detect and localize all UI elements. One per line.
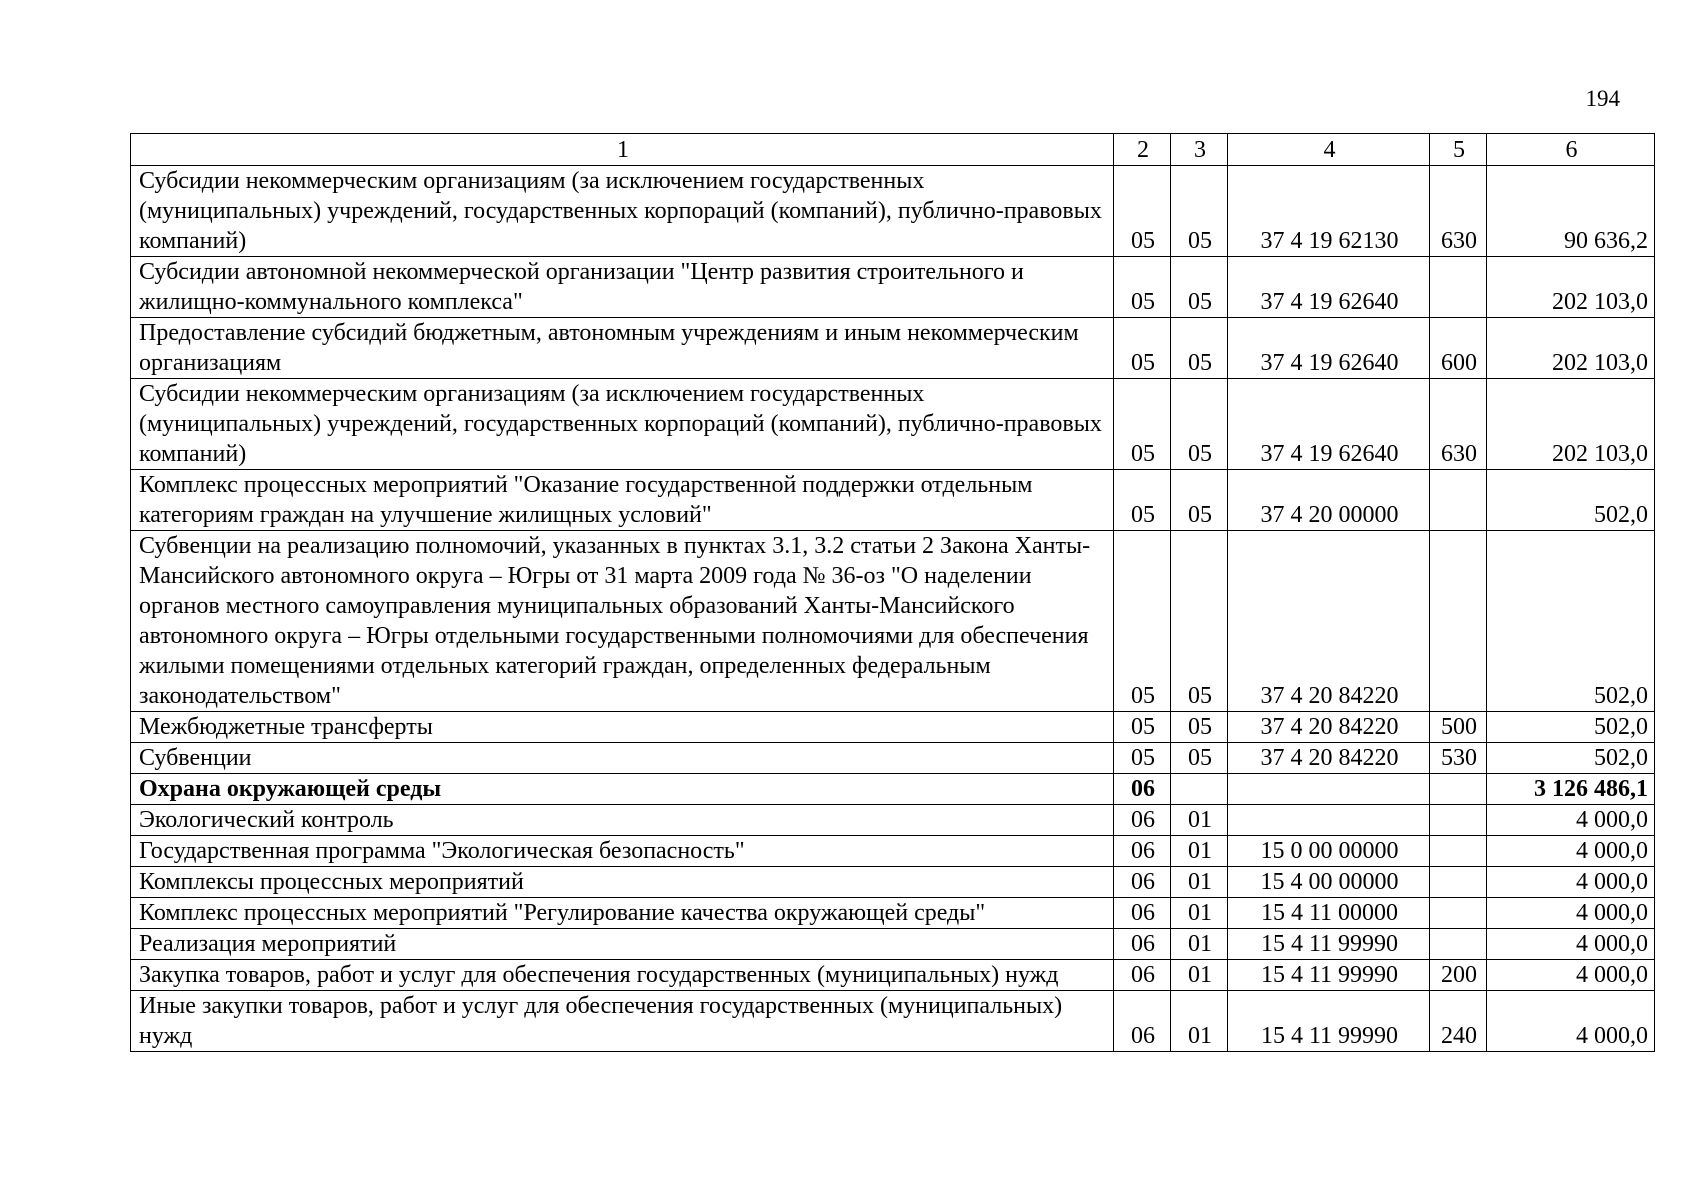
row-amount: 502,0: [1487, 531, 1655, 712]
row-name: Субсидии некоммерческим организациям (за исключением государственных (муниципальных) учреждений, государственных корпораций (компаний), публично-правовых компаний): [131, 379, 1114, 470]
row-section-code: 06: [1114, 898, 1171, 929]
row-name: Реализация мероприятий: [131, 929, 1114, 960]
row-section-code: 05: [1114, 318, 1171, 379]
row-subsection-code: 01: [1171, 929, 1228, 960]
row-section-code: 06: [1114, 774, 1171, 805]
table-row: [131, 712, 1655, 743]
row-expense-type: 530: [1430, 743, 1487, 774]
row-expense-type: [1430, 470, 1487, 531]
row-target-article: 37 4 20 84220: [1228, 712, 1430, 743]
row-section-code: 06: [1114, 929, 1171, 960]
row-amount: 4 000,0: [1487, 836, 1655, 867]
row-target-article: 15 0 00 00000: [1228, 836, 1430, 867]
row-target-article: 15 4 11 99990: [1228, 960, 1430, 991]
row-name: Иные закупки товаров, работ и услуг для обеспечения государственных (муниципальных) нужд: [131, 991, 1114, 1052]
row-subsection-code: 01: [1171, 836, 1228, 867]
row-name: Охрана окружающей среды: [131, 774, 1114, 805]
header-row: [131, 134, 1655, 166]
row-name: Субсидии автономной некоммерческой организации "Центр развития строительного и жилищно-коммунального комплекса": [131, 257, 1114, 318]
row-amount: 4 000,0: [1487, 898, 1655, 929]
row-section-code: 05: [1114, 531, 1171, 712]
row-amount: 90 636,2: [1487, 166, 1655, 257]
row-section-code: 05: [1114, 166, 1171, 257]
row-amount: 202 103,0: [1487, 318, 1655, 379]
table-row: [131, 774, 1655, 805]
row-section-code: 06: [1114, 960, 1171, 991]
row-subsection-code: 05: [1171, 166, 1228, 257]
table-row: [131, 991, 1655, 1052]
row-section-code: 06: [1114, 867, 1171, 898]
table-row: [131, 898, 1655, 929]
row-name: Субсидии некоммерческим организациям (за исключением государственных (муниципальных) учреждений, государственных корпораций (компаний), публично-правовых компаний): [131, 166, 1114, 257]
row-name: Комплекс процессных мероприятий "Оказание государственной поддержки отдельным категориям граждан на улучшение жилищных условий": [131, 470, 1114, 531]
row-subsection-code: 05: [1171, 379, 1228, 470]
row-expense-type: [1430, 867, 1487, 898]
row-name: Закупка товаров, работ и услуг для обеспечения государственных (муниципальных) нужд: [131, 960, 1114, 991]
row-section-code: 06: [1114, 991, 1171, 1052]
row-expense-type: 200: [1430, 960, 1487, 991]
table-row: [131, 743, 1655, 774]
row-name: Комплексы процессных мероприятий: [131, 867, 1114, 898]
table-row: [131, 166, 1655, 257]
row-target-article: 37 4 19 62130: [1228, 166, 1430, 257]
row-name: Комплекс процессных мероприятий "Регулирование качества окружающей среды": [131, 898, 1114, 929]
row-amount: 202 103,0: [1487, 379, 1655, 470]
table-row: [131, 257, 1655, 318]
row-amount: 502,0: [1487, 743, 1655, 774]
row-amount: 4 000,0: [1487, 991, 1655, 1052]
row-section-code: 05: [1114, 712, 1171, 743]
row-expense-type: [1430, 257, 1487, 318]
row-expense-type: [1430, 531, 1487, 712]
row-amount: 202 103,0: [1487, 257, 1655, 318]
budget-table: [130, 133, 1655, 1052]
header-cell-6: 6: [1487, 134, 1655, 166]
row-section-code: 05: [1114, 470, 1171, 531]
table-row: [131, 318, 1655, 379]
row-subsection-code: 01: [1171, 960, 1228, 991]
row-expense-type: 630: [1430, 379, 1487, 470]
row-subsection-code: 05: [1171, 531, 1228, 712]
table-row: [131, 929, 1655, 960]
row-expense-type: 630: [1430, 166, 1487, 257]
row-name: Субвенции: [131, 743, 1114, 774]
row-expense-type: [1430, 774, 1487, 805]
header-cell-5: 5: [1430, 134, 1487, 166]
header-cell-2: 2: [1114, 134, 1171, 166]
row-target-article: 37 4 20 84220: [1228, 531, 1430, 712]
header-cell-4: 4: [1228, 134, 1430, 166]
row-section-code: 05: [1114, 379, 1171, 470]
row-subsection-code: 05: [1171, 743, 1228, 774]
row-target-article: 15 4 11 99990: [1228, 929, 1430, 960]
table-body: [131, 166, 1655, 1052]
row-subsection-code: 01: [1171, 898, 1228, 929]
row-amount: 4 000,0: [1487, 929, 1655, 960]
table-row: [131, 960, 1655, 991]
row-amount: 4 000,0: [1487, 867, 1655, 898]
row-expense-type: 600: [1430, 318, 1487, 379]
row-subsection-code: 01: [1171, 867, 1228, 898]
row-amount: 502,0: [1487, 470, 1655, 531]
row-target-article: 15 4 11 99990: [1228, 991, 1430, 1052]
row-target-article: [1228, 805, 1430, 836]
row-subsection-code: [1171, 774, 1228, 805]
row-amount: 4 000,0: [1487, 960, 1655, 991]
row-subsection-code: 05: [1171, 318, 1228, 379]
row-amount: 3 126 486,1: [1487, 774, 1655, 805]
table-row: [131, 805, 1655, 836]
row-name: Экологический контроль: [131, 805, 1114, 836]
table-row: [131, 867, 1655, 898]
row-name: Субвенции на реализацию полномочий, указанных в пунктах 3.1, 3.2 статьи 2 Закона Ханты-Мансийского автономного округа – Югры от 31 марта 2009 года № 36-оз "О наделении органов местного самоуправления муниципальных образований Ханты-Мансийского автономного округа – Югры отдельными государственными полномочиями для обеспечения жилыми помещениями отдельных категорий граждан, определенных федеральным законодательством": [131, 531, 1114, 712]
row-expense-type: 240: [1430, 991, 1487, 1052]
row-amount: 502,0: [1487, 712, 1655, 743]
row-section-code: 06: [1114, 836, 1171, 867]
row-subsection-code: 01: [1171, 991, 1228, 1052]
table-row: [131, 379, 1655, 470]
row-expense-type: [1430, 929, 1487, 960]
header-cell-3: 3: [1171, 134, 1228, 166]
row-expense-type: 500: [1430, 712, 1487, 743]
row-target-article: 37 4 19 62640: [1228, 379, 1430, 470]
page-number: 194: [1585, 86, 1620, 111]
row-section-code: 06: [1114, 805, 1171, 836]
row-expense-type: [1430, 898, 1487, 929]
row-subsection-code: 01: [1171, 805, 1228, 836]
row-target-article: 37 4 19 62640: [1228, 257, 1430, 318]
row-expense-type: [1430, 836, 1487, 867]
row-subsection-code: 05: [1171, 712, 1228, 743]
row-section-code: 05: [1114, 743, 1171, 774]
header-cell-1: 1: [131, 134, 1114, 166]
row-target-article: 37 4 20 84220: [1228, 743, 1430, 774]
row-section-code: 05: [1114, 257, 1171, 318]
table-row: [131, 470, 1655, 531]
row-name: Межбюджетные трансферты: [131, 712, 1114, 743]
row-subsection-code: 05: [1171, 257, 1228, 318]
table-row: [131, 531, 1655, 712]
row-name: Предоставление субсидий бюджетным, автономным учреждениям и иным некоммерческим организациям: [131, 318, 1114, 379]
row-target-article: 37 4 19 62640: [1228, 318, 1430, 379]
row-subsection-code: 05: [1171, 470, 1228, 531]
row-expense-type: [1430, 805, 1487, 836]
table-row: [131, 836, 1655, 867]
row-target-article: 15 4 00 00000: [1228, 867, 1430, 898]
row-name: Государственная программа "Экологическая безопасность": [131, 836, 1114, 867]
row-amount: 4 000,0: [1487, 805, 1655, 836]
row-target-article: 37 4 20 00000: [1228, 470, 1430, 531]
row-target-article: [1228, 774, 1430, 805]
row-target-article: 15 4 11 00000: [1228, 898, 1430, 929]
